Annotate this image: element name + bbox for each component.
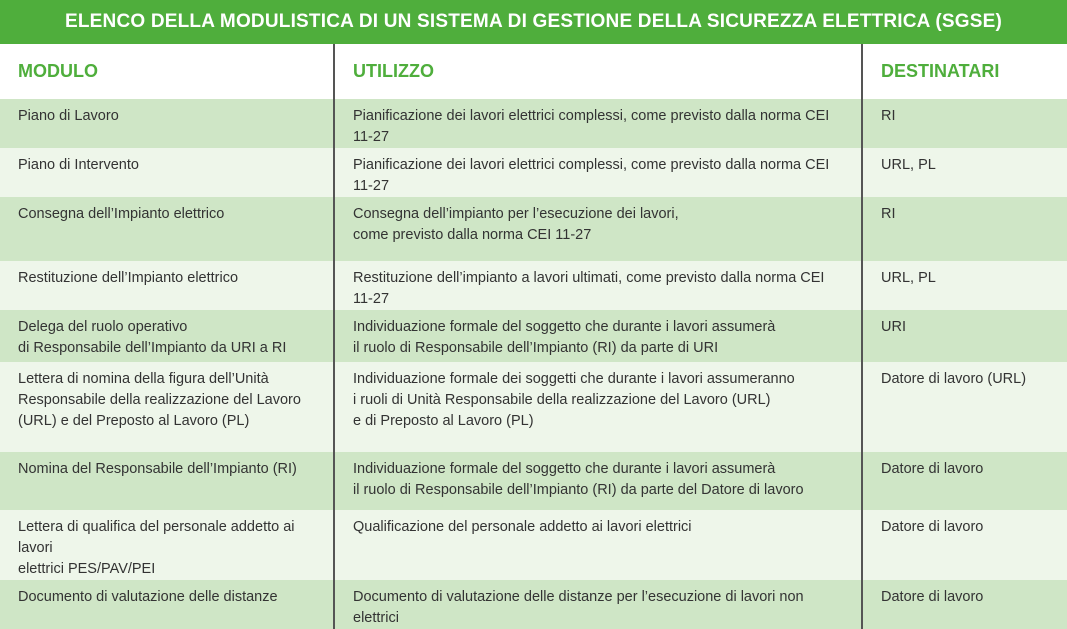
table-row — [0, 197, 1067, 261]
table-row — [0, 580, 1067, 629]
cell-destinatari: URL, PL — [862, 261, 1067, 310]
cell-destinatari: Datore di lavoro — [862, 510, 1067, 580]
cell-modulo: Piano di Intervento — [0, 148, 334, 197]
cell-utilizzo: Individuazione formale del soggetto che durante i lavori assumerà il ruolo di Responsabile dell’Impianto (RI) da parte del Datore di lavoro — [334, 452, 862, 510]
table-row — [0, 362, 1067, 452]
cell-modulo: Nomina del Responsabile dell’Impianto (RI) — [0, 452, 334, 510]
cell-utilizzo: Pianificazione dei lavori elettrici complessi, come previsto dalla norma CEI 11-27 — [334, 99, 862, 148]
cell-utilizzo: Qualificazione del personale addetto ai lavori elettrici — [334, 510, 862, 580]
cell-utilizzo: Individuazione formale dei soggetti che durante i lavori assumeranno i ruoli di Unità Responsabile della realizzazione del Lavoro (URL) e di Preposto al Lavoro (PL) — [334, 362, 862, 452]
cell-destinatari: URI — [862, 310, 1067, 362]
cell-modulo: Documento di valutazione delle distanze — [0, 580, 334, 629]
table-row — [0, 510, 1067, 580]
cell-modulo: Delega del ruolo operativo di Responsabile dell’Impianto da URI a RI — [0, 310, 334, 362]
cell-destinatari: Datore di lavoro (URL) — [862, 362, 1067, 452]
cell-destinatari: URL, PL — [862, 148, 1067, 197]
cell-utilizzo: Consegna dell’impianto per l’esecuzione dei lavori, come previsto dalla norma CEI 11-27 — [334, 197, 862, 261]
table-row — [0, 452, 1067, 510]
table-header-row — [0, 44, 1067, 99]
header-destinatari: DESTINATARI — [862, 44, 1067, 99]
table-row — [0, 99, 1067, 148]
table-row — [0, 310, 1067, 362]
page-title: ELENCO DELLA MODULISTICA DI UN SISTEMA DI GESTIONE DELLA SICUREZZA ELETTRICA (SGSE) — [0, 0, 1067, 44]
forms-table — [0, 44, 1067, 629]
table-row — [0, 261, 1067, 310]
cell-destinatari: RI — [862, 197, 1067, 261]
cell-destinatari: Datore di lavoro — [862, 580, 1067, 629]
header-utilizzo: UTILIZZO — [334, 44, 862, 99]
cell-modulo: Restituzione dell’Impianto elettrico — [0, 261, 334, 310]
cell-utilizzo: Pianificazione dei lavori elettrici complessi, come previsto dalla norma CEI 11-27 — [334, 148, 862, 197]
cell-destinatari: Datore di lavoro — [862, 452, 1067, 510]
cell-modulo: Lettera di nomina della figura dell’Unità Responsabile della realizzazione del Lavoro (URL) e del Preposto al Lavoro (PL) — [0, 362, 334, 452]
cell-modulo: Consegna dell’Impianto elettrico — [0, 197, 334, 261]
table-row — [0, 148, 1067, 197]
cell-utilizzo: Individuazione formale del soggetto che durante i lavori assumerà il ruolo di Responsabile dell’Impianto (RI) da parte di URI — [334, 310, 862, 362]
cell-destinatari: RI — [862, 99, 1067, 148]
cell-utilizzo: Restituzione dell’impianto a lavori ultimati, come previsto dalla norma CEI 11-27 — [334, 261, 862, 310]
cell-utilizzo: Documento di valutazione delle distanze per l’esecuzione di lavori non elettrici — [334, 580, 862, 629]
cell-modulo: Lettera di qualifica del personale addetto ai lavori elettrici PES/PAV/PEI — [0, 510, 334, 580]
cell-modulo: Piano di Lavoro — [0, 99, 334, 148]
header-modulo: MODULO — [0, 44, 334, 99]
